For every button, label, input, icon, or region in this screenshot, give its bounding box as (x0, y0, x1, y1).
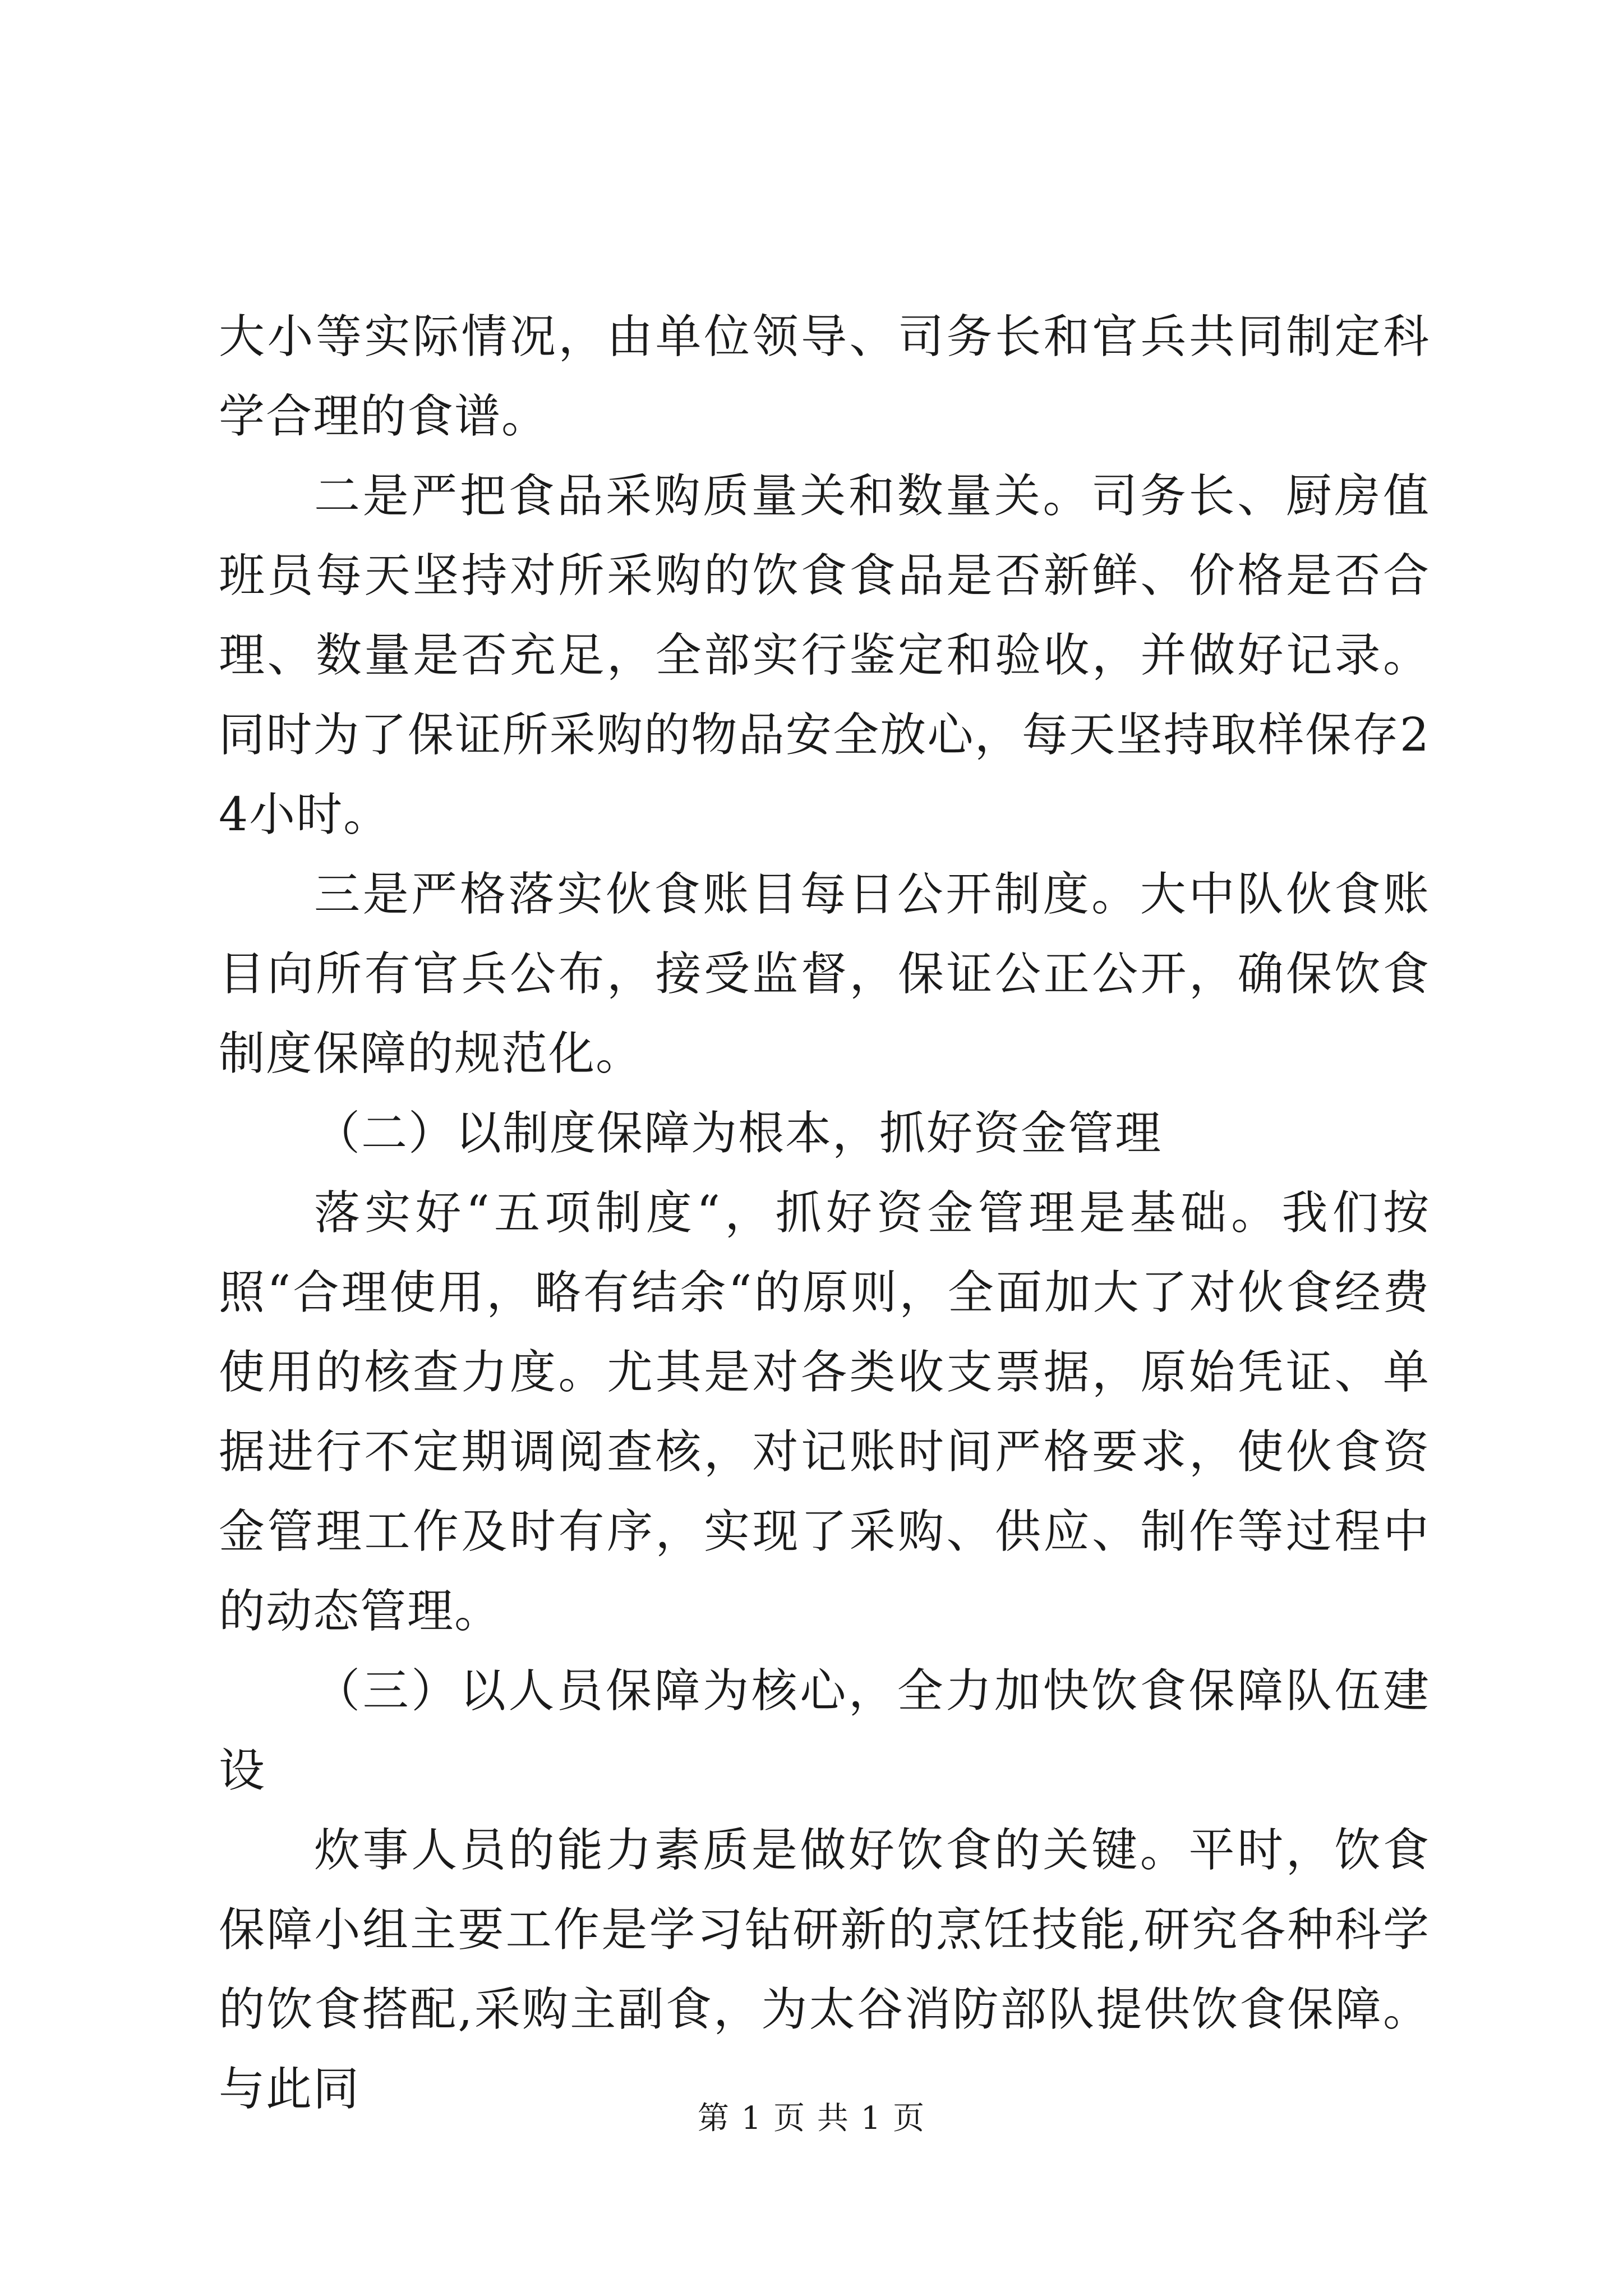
paragraph-purchasing-quality: 二是严把食品采购质量关和数量关。司务长、厨房值班员每天坚持对所采购的饮食食品是否新鲜、价格是否合理、数量是否充足，全部实行鉴定和验收，并做好记录。同时为了保证所采购的物品安全放心，每天坚持取样保存24小时。 (219, 470, 1430, 841)
section-heading-funds: （二）以制度保障为根本，抓好资金管理 (314, 1107, 1163, 1160)
section-heading-personnel: （三）以人员保障为核心，全力加快饮食保障队伍建设 (219, 1664, 1430, 1797)
paragraph-continuation: 大小等实际情况，由单位领导、司务长和官兵共同制定科学合理的食谱。 (219, 310, 1430, 443)
document-body (219, 297, 1430, 2129)
paragraph-funds-management: 落实好“五项制度“，抓好资金管理是基础。我们按照“合理使用，略有结余“的原则，全面加大了对伙食经费使用的核查力度。尤其是对各类收支票据，原始凭证、单据进行不定期调阅查核，对记账时间严格要求，使伙食资金管理工作及时有序，实现了采购、供应、制作等过程中的动态管理。 (219, 1186, 1430, 1638)
page-footer: 第 1 页 共 1 页 (697, 2100, 926, 2137)
paragraph-personnel: 炊事人员的能力素质是做好饮食的关键。平时，饮食保障小组主要工作是学习钻研新的烹饪技能,研究各种科学的饮食搭配,采购主副食，为太谷消防部队提供饮食保障。与此同 (219, 1824, 1430, 2116)
paragraph-accounts-disclosure: 三是严格落实伙食账目每日公开制度。大中队伙食账目向所有官兵公布，接受监督，保证公正公开，确保饮食制度保障的规范化。 (219, 868, 1430, 1080)
